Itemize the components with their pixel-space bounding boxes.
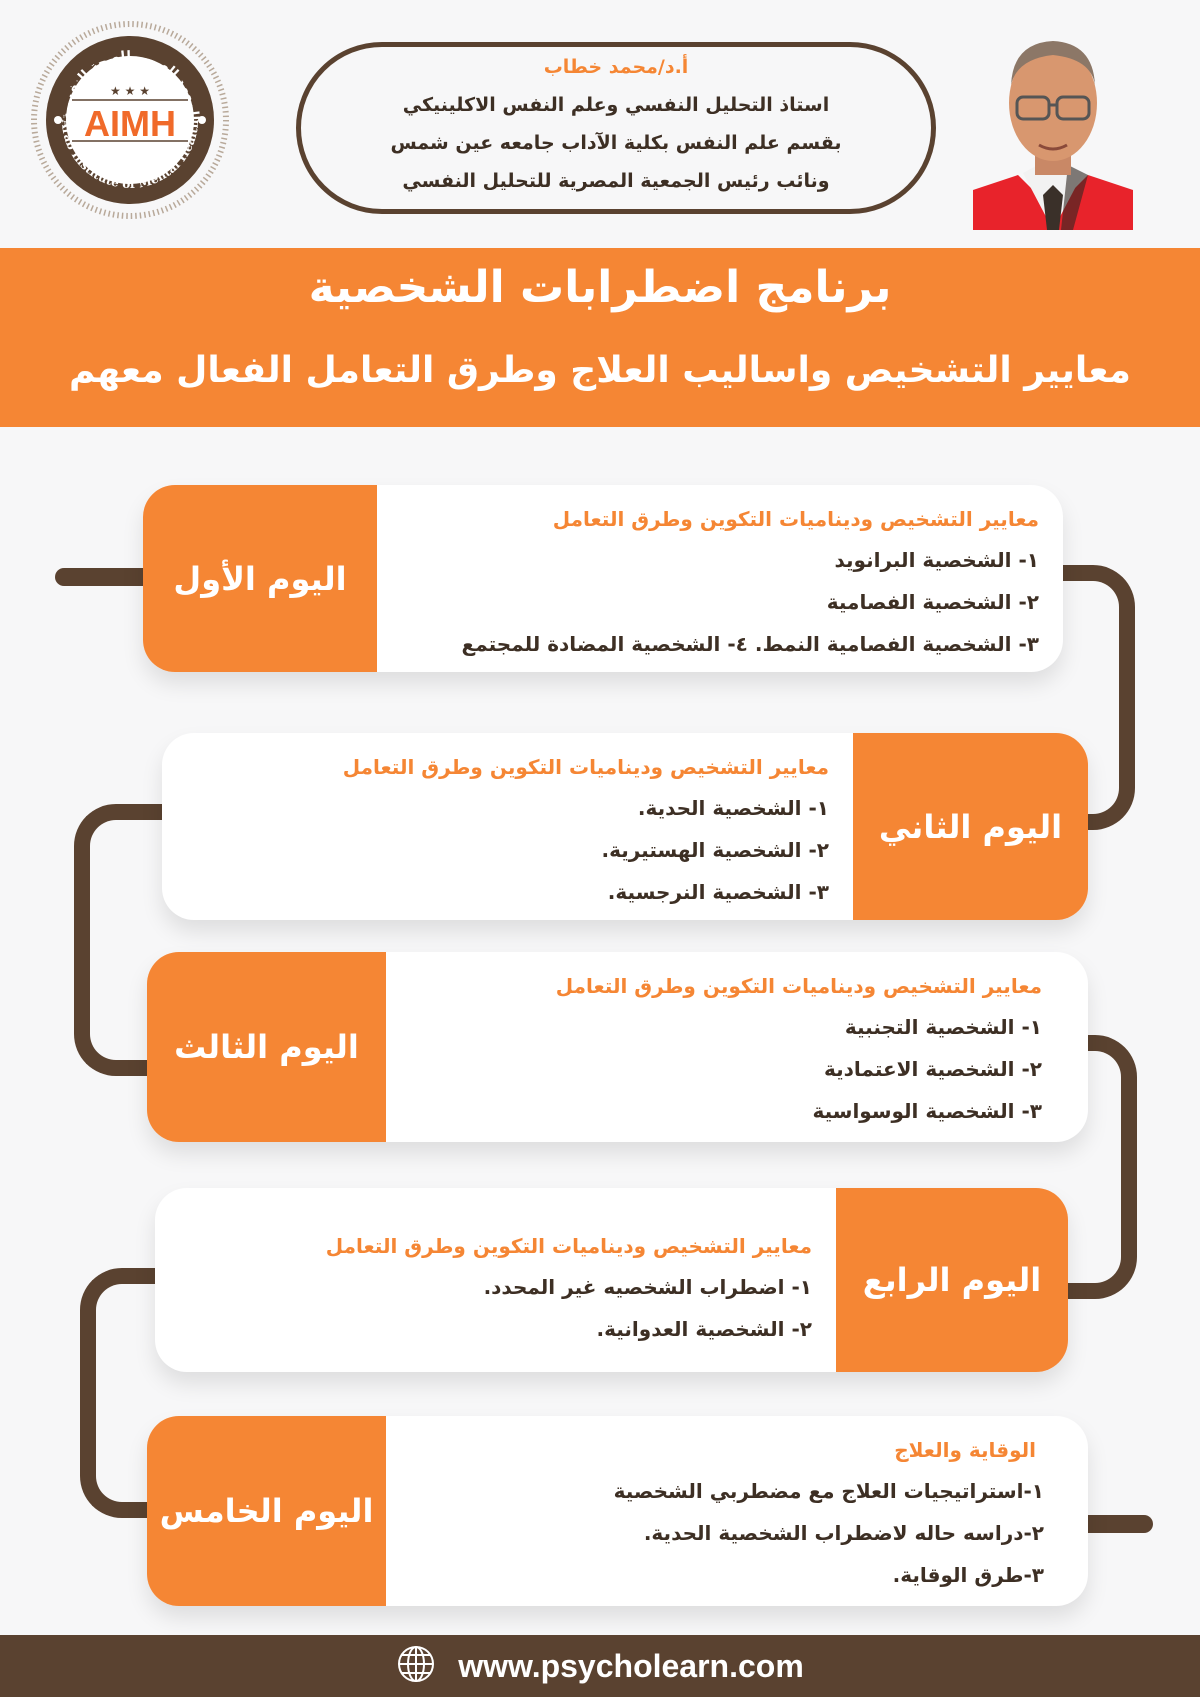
day-item: ٣- الشخصية النرجسية. xyxy=(607,880,829,904)
logo-stars: ★ ★ ★ xyxy=(110,84,150,98)
day-item: ٢-دراسه حاله لاضطراب الشخصية الحدية. xyxy=(643,1521,1044,1545)
day-item: ٢- الشخصية الاعتمادية xyxy=(824,1057,1042,1081)
day-item: ٣-طرق الوقاية. xyxy=(892,1563,1044,1587)
globe-icon xyxy=(396,1644,436,1688)
instructor-name: أ.د/محمد خطاب xyxy=(543,56,689,78)
day-card-4 xyxy=(155,1188,1068,1372)
day-heading: معايير التشخيص وديناميات التكوين وطرق التعامل xyxy=(552,507,1039,531)
day-item: ١- الشخصية الحدية. xyxy=(637,796,829,820)
instructor-photo xyxy=(973,25,1133,230)
day-content xyxy=(386,952,1088,1142)
day-heading: معايير التشخيص وديناميات التكوين وطرق التعامل xyxy=(555,974,1042,998)
program-banner xyxy=(0,248,1200,427)
day-card-5 xyxy=(147,1416,1088,1606)
day-item: ٢- الشخصية العدوانية. xyxy=(596,1317,812,1341)
day-card-1 xyxy=(143,485,1063,672)
day-label-tab xyxy=(853,733,1088,920)
day-card-2 xyxy=(162,733,1088,920)
day-label-tab xyxy=(147,952,386,1142)
day-item: ١- اضطراب الشخصيه غير المحدد. xyxy=(483,1275,812,1299)
logo-arabic-name: المعهد العربي للصحة النفسية xyxy=(58,48,202,121)
instructor-info-box xyxy=(296,42,936,214)
website-link[interactable]: www.psycholearn.com xyxy=(458,1647,804,1684)
day-item: ٢- الشخصية الهستيرية. xyxy=(601,838,829,862)
program-title: برنامج اضطرابات الشخصية xyxy=(308,262,892,313)
day-label-tab xyxy=(147,1416,386,1606)
day-item: ٢- الشخصية الفصامية xyxy=(826,590,1039,614)
day-item: ١- الشخصية التجنبية xyxy=(844,1015,1042,1039)
instructor-title-line-3: ونائب رئيس الجمعية المصرية للتحليل النفسي xyxy=(402,170,830,192)
day-item: ٣- الشخصية الوسواسية xyxy=(812,1099,1042,1123)
day-item: ١- الشخصية البرانويد xyxy=(834,548,1039,572)
footer-bar xyxy=(0,1635,1200,1697)
day-item: ٣- الشخصية الفصامية النمط. ٤- الشخصية المضادة للمجتمع xyxy=(461,632,1039,656)
day-heading: الوقاية والعلاج xyxy=(894,1438,1036,1462)
day-label: اليوم الثالث xyxy=(174,1028,359,1066)
day-content xyxy=(155,1188,836,1372)
day-label: اليوم الرابع xyxy=(862,1261,1042,1299)
day-label-tab xyxy=(143,485,377,672)
timeline-start-stub xyxy=(55,568,155,586)
day-heading: معايير التشخيص وديناميات التكوين وطرق التعامل xyxy=(342,755,829,779)
day-content xyxy=(377,485,1063,672)
instructor-title-line-1: استاذ التحليل النفسي وعلم النفس الاكلينيكي xyxy=(402,94,830,116)
day-label: اليوم الخامس xyxy=(159,1492,374,1530)
institute-logo xyxy=(30,20,230,220)
logo-english-name: Arab Institute of Mental Health xyxy=(58,119,202,192)
day-item: ١-استراتيجيات العلاج مع مضطربي الشخصية xyxy=(613,1479,1044,1503)
day-card-3 xyxy=(147,952,1088,1142)
day-label: اليوم الثاني xyxy=(878,807,1063,846)
day-content xyxy=(386,1416,1088,1606)
day-content xyxy=(162,733,853,920)
program-subtitle: معايير التشخيص واساليب العلاج وطرق التعامل الفعال معهم xyxy=(69,350,1131,391)
day-heading: معايير التشخيص وديناميات التكوين وطرق التعامل xyxy=(325,1234,812,1258)
day-label-tab xyxy=(836,1188,1068,1372)
instructor-title-line-2: بقسم علم النفس بكلية الآداب جامعه عين شمس xyxy=(390,132,842,154)
day-label: اليوم الأول xyxy=(173,559,347,598)
logo-acronym: AIMH xyxy=(84,103,176,144)
